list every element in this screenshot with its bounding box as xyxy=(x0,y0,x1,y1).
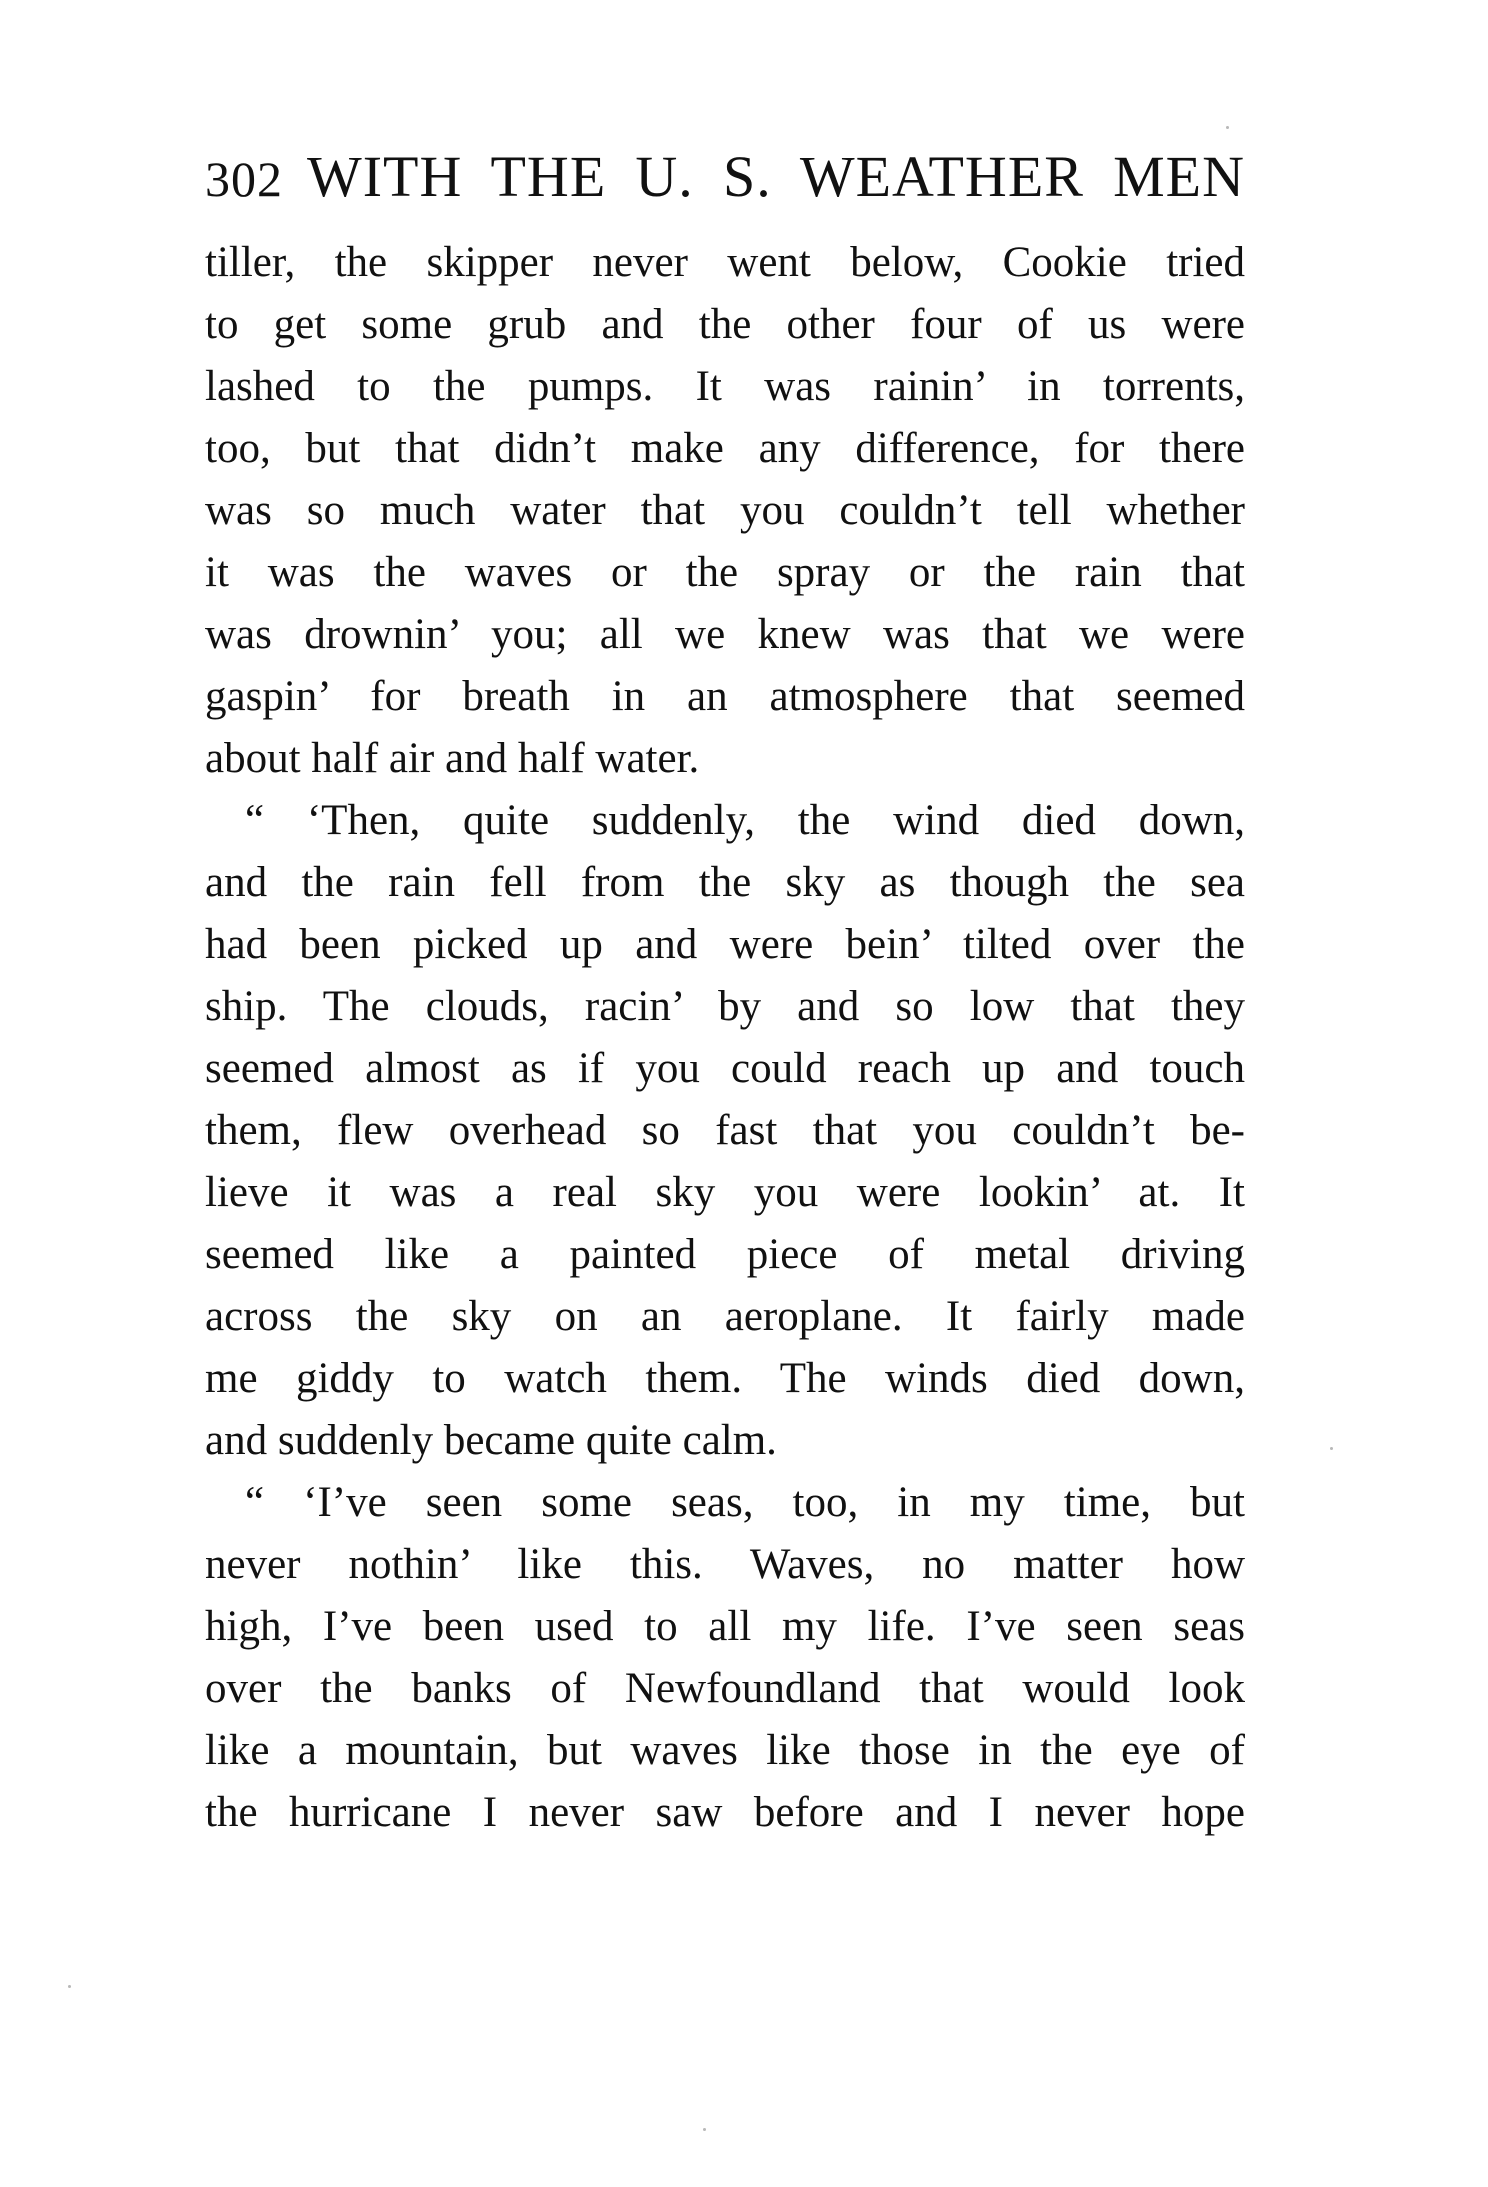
paragraph-end-line: and suddenly became quite calm. xyxy=(205,1417,777,1464)
paragraph-end-line: about half air and half water. xyxy=(205,735,700,782)
text-line: them, flew overhead so fast that you couldn’t be- xyxy=(205,1107,1245,1154)
text-line: gaspin’ for breath in an atmosphere that seemed xyxy=(205,673,1245,720)
text-line: never nothin’ like this. Waves, no matter how xyxy=(205,1541,1245,1588)
text-line: was drownin’ you; all we knew was that we were xyxy=(205,611,1245,658)
text-line: tiller, the skipper never went below, Cookie tried xyxy=(205,239,1245,286)
text-line: the hurricane I never saw before and I never hope xyxy=(205,1789,1245,1836)
text-line: high, I’ve been used to all my life. I’ve seen seas xyxy=(205,1603,1245,1650)
text-line: me giddy to watch them. The winds died down, xyxy=(205,1355,1245,1402)
paragraph-start-line: “ ‘Then, quite suddenly, the wind died down, xyxy=(245,797,1245,844)
text-line: lieve it was a real sky you were lookin’ at. It xyxy=(205,1169,1245,1216)
book-title: WITH THE U. S. WEATHER MEN xyxy=(307,144,1245,209)
text-line: over the banks of Newfoundland that would look xyxy=(205,1665,1245,1712)
text-line: lashed to the pumps. It was rainin’ in torrents, xyxy=(205,363,1245,410)
paper-speck xyxy=(1226,126,1229,129)
body-text xyxy=(205,232,1245,1844)
paper-speck xyxy=(68,1985,71,1988)
page-number: 302 xyxy=(205,151,283,207)
text-line: it was the waves or the spray or the rain that xyxy=(205,549,1245,596)
text-line: like a mountain, but waves like those in the eye of xyxy=(205,1727,1245,1774)
text-line: seemed almost as if you could reach up and touch xyxy=(205,1045,1245,1092)
paragraph-start-line: “ ‘I’ve seen some seas, too, in my time, but xyxy=(245,1479,1245,1526)
paper-speck xyxy=(703,2128,706,2131)
text-line: ship. The clouds, racin’ by and so low that they xyxy=(205,983,1245,1030)
text-line: was so much water that you couldn’t tell whether xyxy=(205,487,1245,534)
text-line: and the rain fell from the sky as though the sea xyxy=(205,859,1245,906)
text-line: seemed like a painted piece of metal driving xyxy=(205,1231,1245,1278)
text-line: had been picked up and were bein’ tilted over the xyxy=(205,921,1245,968)
paper-speck xyxy=(1330,1447,1333,1450)
text-line: to get some grub and the other four of us were xyxy=(205,301,1245,348)
running-head xyxy=(205,143,1245,223)
text-line: across the sky on an aeroplane. It fairly made xyxy=(205,1293,1245,1340)
text-line: too, but that didn’t make any difference, for there xyxy=(205,425,1245,472)
